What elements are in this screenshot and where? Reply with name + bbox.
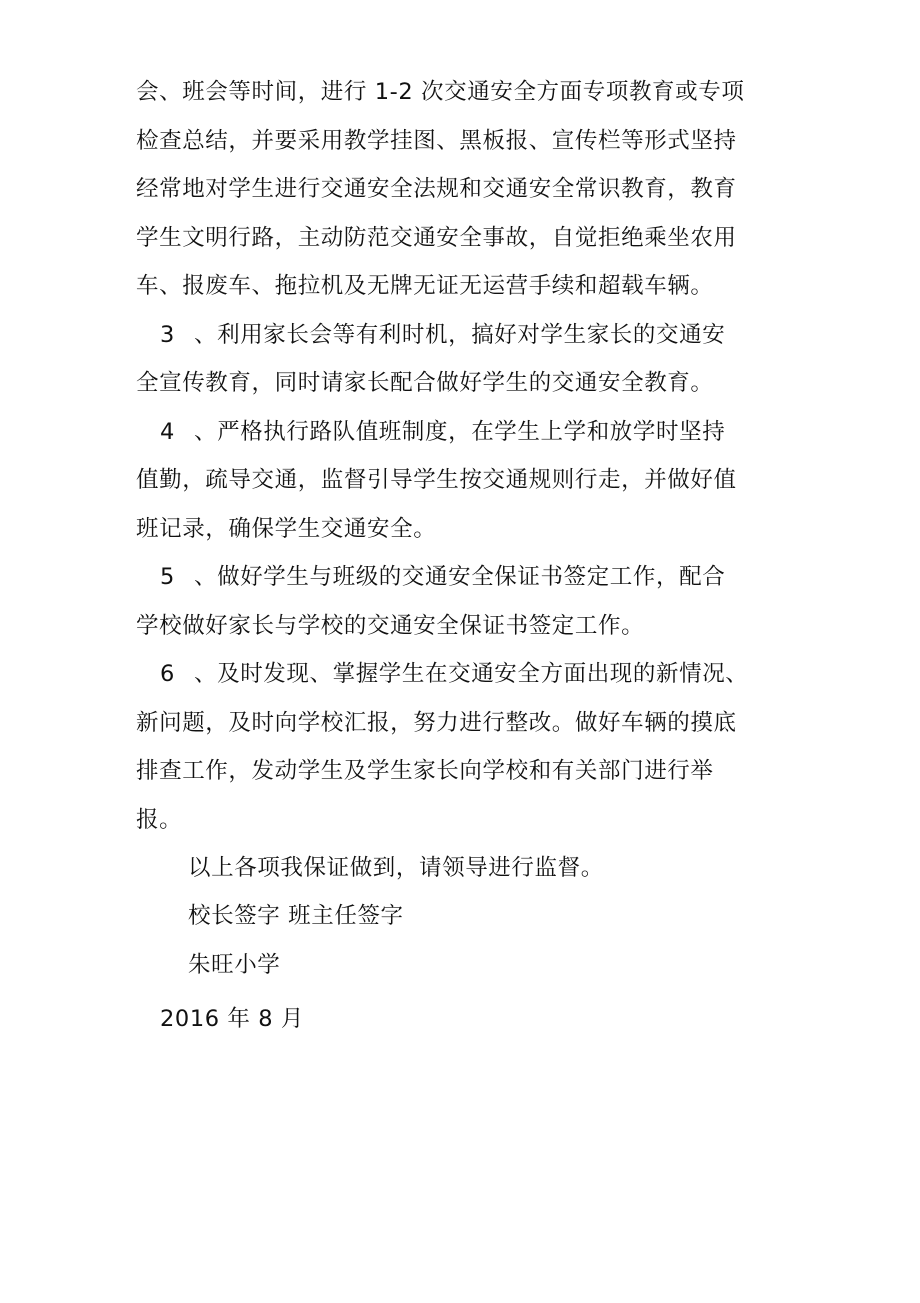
item-text: 、严格执行路队值班制度，在学生上学和放学时坚持 xyxy=(194,419,726,445)
item-number: 3 xyxy=(160,322,175,348)
paragraph-line: 报。 xyxy=(136,807,183,833)
paragraph-line: 检查总结，并要采用教学挂图、黑板报、宣传栏等形式坚持 xyxy=(136,128,737,154)
list-item-5 xyxy=(160,562,725,592)
school-name: 朱旺小学 xyxy=(188,952,281,978)
item-text: 、及时发现、掌握学生在交通安全方面出现的新情况、 xyxy=(194,661,749,687)
document-date: 2016 年 8 月 xyxy=(160,1006,305,1032)
item-text: 、利用家长会等有利时机，搞好对学生家长的交通安 xyxy=(194,322,726,348)
signature-line: 校长签字 班主任签字 xyxy=(188,903,404,929)
paragraph-line: 全宣传教育，同时请家长配合做好学生的交通安全教育。 xyxy=(136,370,714,396)
paragraph-line: 学校做好家长与学校的交通安全保证书签定工作。 xyxy=(136,613,645,639)
item-number: 4 xyxy=(160,419,175,445)
paragraph-line: 经常地对学生进行交通安全法规和交通安全常识教育，教育 xyxy=(136,176,737,202)
item-number: 6 xyxy=(160,661,175,687)
list-item-3 xyxy=(160,320,725,350)
paragraph-line: 车、报废车、拖拉机及无牌无证无运营手续和超载车辆。 xyxy=(136,273,714,299)
paragraph-line: 班记录，确保学生交通安全。 xyxy=(136,516,437,542)
closing-statement: 以上各项我保证做到，请领导进行监督。 xyxy=(188,855,604,881)
paragraph-line: 值勤，疏导交通，监督引导学生按交通规则行走，并做好值 xyxy=(136,467,737,493)
item-text: 、做好学生与班级的交通安全保证书签定工作，配合 xyxy=(194,564,726,590)
list-item-6 xyxy=(160,659,748,689)
paragraph-line: 会、班会等时间，进行 1-2 次交通安全方面专项教育或专项 xyxy=(136,79,745,105)
item-number: 5 xyxy=(160,564,175,590)
paragraph-line: 学生文明行路，主动防范交通安全事故，自觉拒绝乘坐农用 xyxy=(136,225,737,251)
paragraph-line: 排查工作，发动学生及学生家长向学校和有关部门进行举 xyxy=(136,758,714,784)
paragraph-line: 新问题，及时向学校汇报，努力进行整改。做好车辆的摸底 xyxy=(136,710,737,736)
list-item-4 xyxy=(160,417,725,447)
